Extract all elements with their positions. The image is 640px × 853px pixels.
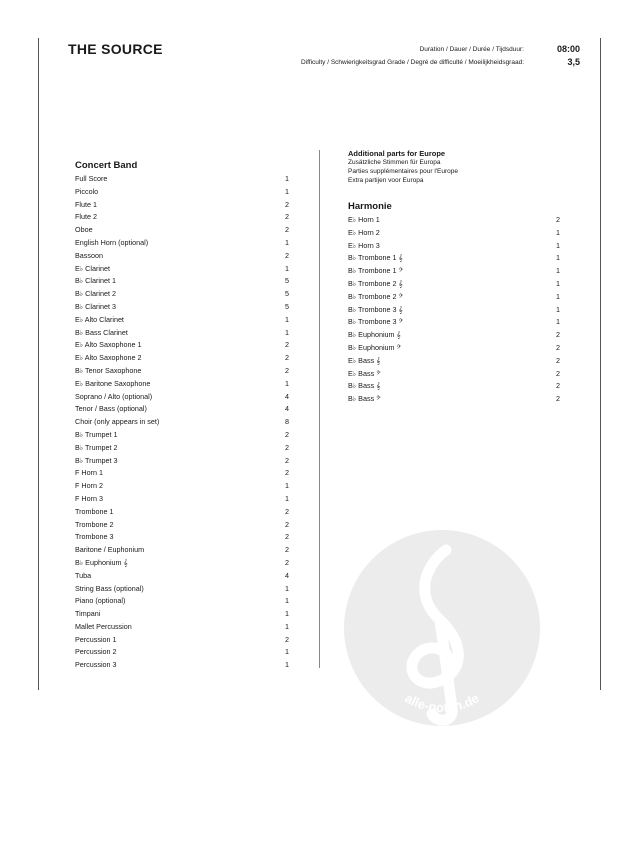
part-name: Timpani — [75, 609, 101, 619]
europe-line-de: Zusätzliche Stimmen für Europa — [348, 159, 441, 166]
part-quantity: 2 — [285, 455, 289, 465]
part-row — [75, 199, 295, 212]
part-name: Flute 2 — [75, 212, 97, 222]
europe-parts-header — [348, 149, 458, 185]
part-quantity: 1 — [285, 609, 289, 619]
part-row — [75, 403, 295, 416]
part-name: Bassoon — [75, 250, 103, 260]
part-row — [75, 493, 295, 506]
part-name: B♭ Bass 𝄢 — [348, 394, 381, 404]
part-row — [75, 531, 295, 544]
part-row — [75, 288, 295, 301]
part-quantity: 2 — [556, 330, 560, 340]
harmonie-list — [348, 214, 568, 406]
part-quantity: 1 — [285, 621, 289, 631]
part-row — [75, 224, 295, 237]
part-name: E♭ Bass 𝄢 — [348, 368, 381, 378]
part-row — [75, 634, 295, 647]
part-row — [75, 314, 295, 327]
part-name: Trombone 2 — [75, 519, 114, 529]
part-row — [348, 214, 568, 227]
part-name: B♭ Euphonium 𝄞 — [75, 557, 128, 567]
part-quantity: 2 — [556, 381, 560, 391]
part-name: Full Score — [75, 174, 108, 183]
part-row — [75, 327, 295, 340]
part-name: Choir (only appears in set) — [75, 417, 160, 427]
part-row — [75, 467, 295, 480]
part-name: B♭ Clarinet 1 — [75, 276, 116, 286]
part-name: E♭ Alto Saxophone 1 — [75, 340, 142, 350]
part-row — [75, 442, 295, 455]
part-name: E♭ Baritone Saxophone — [75, 378, 151, 388]
part-quantity: 2 — [285, 532, 289, 542]
part-row — [75, 480, 295, 493]
part-name: E♭ Alto Saxophone 2 — [75, 353, 142, 363]
harmonie-heading: Harmonie — [348, 201, 392, 212]
part-row — [75, 173, 295, 186]
part-name: B♭ Trombone 3 𝄢 — [348, 317, 404, 327]
part-name: B♭ Trombone 2 𝄞 — [348, 278, 403, 288]
part-quantity: 2 — [285, 225, 289, 235]
part-row — [75, 519, 295, 532]
part-quantity: 2 — [285, 634, 289, 644]
part-row — [75, 455, 295, 468]
duration-label: Duration / Dauer / Durée / Tijdsduur: — [419, 46, 524, 53]
part-row — [348, 368, 568, 381]
concert-band-list — [75, 173, 295, 672]
right-border-rule — [600, 38, 601, 690]
europe-title: Additional parts for Europe — [348, 149, 446, 158]
part-row — [75, 237, 295, 250]
part-name: Piccolo — [75, 186, 99, 196]
part-name: F Horn 3 — [75, 493, 103, 503]
page-title: THE SOURCE — [68, 41, 163, 57]
part-name: B♭ Bass Clarinet — [75, 327, 128, 337]
part-row — [348, 265, 568, 278]
part-row — [348, 240, 568, 253]
europe-line-nl: Extra partijen voor Europa — [348, 177, 424, 184]
part-quantity: 1 — [556, 291, 560, 301]
part-name: Soprano / Alto (optional) — [75, 391, 153, 401]
part-row — [75, 557, 295, 570]
part-name: B♭ Bass 𝄞 — [348, 381, 381, 391]
part-row — [75, 275, 295, 288]
part-quantity: 1 — [556, 227, 560, 237]
part-row — [348, 342, 568, 355]
concert-band-section — [75, 160, 295, 672]
part-name: Mallet Percussion — [75, 621, 132, 631]
part-quantity: 2 — [285, 199, 289, 209]
part-quantity: 2 — [556, 394, 560, 404]
part-row — [75, 583, 295, 596]
part-name: E♭ Horn 1 — [348, 215, 380, 224]
part-quantity: 1 — [285, 378, 289, 388]
part-row — [75, 429, 295, 442]
part-name: B♭ Clarinet 2 — [75, 289, 116, 299]
part-row — [75, 352, 295, 365]
part-quantity: 1 — [285, 174, 289, 183]
part-name: B♭ Trombone 1 𝄞 — [348, 253, 403, 263]
part-quantity: 2 — [556, 368, 560, 378]
part-name: B♭ Trumpet 2 — [75, 442, 118, 452]
part-row — [348, 355, 568, 368]
part-name: Percussion 1 — [75, 634, 117, 644]
part-row — [75, 621, 295, 634]
part-name: E♭ Horn 3 — [348, 240, 380, 250]
part-row — [348, 329, 568, 342]
part-quantity: 5 — [285, 276, 289, 286]
part-quantity: 2 — [556, 215, 560, 224]
part-row — [348, 304, 568, 317]
part-row — [75, 301, 295, 314]
part-name: Percussion 3 — [75, 660, 117, 670]
part-row — [348, 227, 568, 240]
part-name: B♭ Euphonium 𝄢 — [348, 342, 402, 352]
part-row — [75, 608, 295, 621]
part-row — [348, 316, 568, 329]
part-row — [75, 570, 295, 583]
part-quantity: 2 — [556, 355, 560, 365]
part-name: Percussion 2 — [75, 647, 117, 657]
part-row — [75, 186, 295, 199]
part-row — [75, 416, 295, 429]
part-quantity: 1 — [285, 186, 289, 196]
part-name: String Bass (optional) — [75, 583, 144, 593]
part-quantity: 8 — [285, 417, 289, 427]
part-name: Piano (optional) — [75, 596, 126, 606]
part-name: E♭ Clarinet — [75, 263, 110, 273]
part-row — [348, 291, 568, 304]
part-quantity: 2 — [285, 353, 289, 363]
part-row — [75, 544, 295, 557]
part-row — [75, 365, 295, 378]
part-name: B♭ Trombone 2 𝄢 — [348, 291, 404, 301]
part-row — [348, 252, 568, 265]
difficulty-label: Difficulty / Schwierigkeitsgrad Grade / Degré de difficulté / Moeilijkheidsgraad: — [300, 59, 524, 66]
part-row — [75, 595, 295, 608]
part-name: Oboe — [75, 225, 93, 235]
part-quantity: 1 — [556, 253, 560, 263]
part-quantity: 1 — [285, 660, 289, 670]
part-name: Flute 1 — [75, 199, 97, 209]
part-name: Trombone 3 — [75, 532, 114, 542]
part-quantity: 1 — [285, 493, 289, 503]
part-name: B♭ Trombone 3 𝄞 — [348, 304, 403, 314]
part-name: F Horn 1 — [75, 468, 103, 478]
part-quantity: 2 — [285, 365, 289, 375]
part-quantity: 1 — [285, 481, 289, 491]
part-name: B♭ Trumpet 3 — [75, 455, 118, 465]
part-quantity: 2 — [285, 545, 289, 555]
part-quantity: 2 — [285, 468, 289, 478]
part-quantity: 1 — [285, 237, 289, 247]
left-border-rule — [38, 38, 39, 690]
part-row — [75, 659, 295, 672]
part-quantity: 2 — [285, 340, 289, 350]
part-row — [75, 211, 295, 224]
part-row — [75, 263, 295, 276]
part-quantity: 1 — [285, 583, 289, 593]
part-name: B♭ Euphonium 𝄞 — [348, 330, 401, 340]
harmonie-section — [348, 201, 568, 406]
part-row — [75, 378, 295, 391]
part-quantity: 5 — [285, 301, 289, 311]
difficulty-value: 3,5 — [567, 57, 580, 67]
part-row — [75, 506, 295, 519]
part-row — [75, 339, 295, 352]
watermark-logo — [342, 528, 542, 733]
part-name: Tuba — [75, 570, 92, 580]
duration-value: 08:00 — [556, 44, 580, 54]
part-quantity: 4 — [285, 391, 289, 401]
part-row — [75, 646, 295, 659]
part-quantity: 1 — [285, 327, 289, 337]
part-name: B♭ Clarinet 3 — [75, 301, 116, 311]
part-name: B♭ Tenor Saxophone — [75, 365, 142, 375]
part-quantity: 2 — [285, 519, 289, 529]
part-quantity: 4 — [285, 570, 289, 580]
part-quantity: 2 — [285, 442, 289, 452]
part-quantity: 5 — [285, 289, 289, 299]
part-row — [75, 250, 295, 263]
part-quantity: 2 — [556, 342, 560, 352]
part-row — [348, 393, 568, 406]
part-name: English Horn (optional) — [75, 237, 149, 247]
part-quantity: 1 — [285, 263, 289, 273]
europe-line-fr: Parties supplémentaires pour l'Europe — [348, 168, 458, 175]
part-quantity: 2 — [285, 250, 289, 260]
part-name: E♭ Alto Clarinet — [75, 314, 124, 324]
part-quantity: 1 — [285, 314, 289, 324]
part-quantity: 2 — [285, 557, 289, 567]
part-quantity: 1 — [285, 647, 289, 657]
watermark-text: alle-noten.de — [402, 690, 482, 716]
part-name: B♭ Trumpet 1 — [75, 429, 118, 439]
part-quantity: 2 — [285, 212, 289, 222]
part-name: E♭ Bass 𝄞 — [348, 355, 381, 365]
part-name: Tenor / Bass (optional) — [75, 404, 147, 414]
part-quantity: 1 — [556, 240, 560, 250]
part-row — [75, 391, 295, 404]
concert-band-heading: Concert Band — [75, 160, 138, 171]
part-quantity: 1 — [556, 266, 560, 276]
part-name: B♭ Trombone 1 𝄢 — [348, 266, 404, 276]
column-divider — [319, 150, 320, 668]
part-quantity: 1 — [556, 317, 560, 327]
part-name: F Horn 2 — [75, 481, 103, 491]
part-name: Baritone / Euphonium — [75, 545, 145, 555]
part-quantity: 2 — [285, 429, 289, 439]
part-name: Trombone 1 — [75, 506, 114, 516]
part-quantity: 1 — [556, 304, 560, 314]
part-quantity: 2 — [285, 506, 289, 516]
part-row — [348, 380, 568, 393]
part-name: E♭ Horn 2 — [348, 227, 380, 237]
part-quantity: 1 — [556, 278, 560, 288]
part-quantity: 1 — [285, 596, 289, 606]
part-quantity: 4 — [285, 404, 289, 414]
part-row — [348, 278, 568, 291]
